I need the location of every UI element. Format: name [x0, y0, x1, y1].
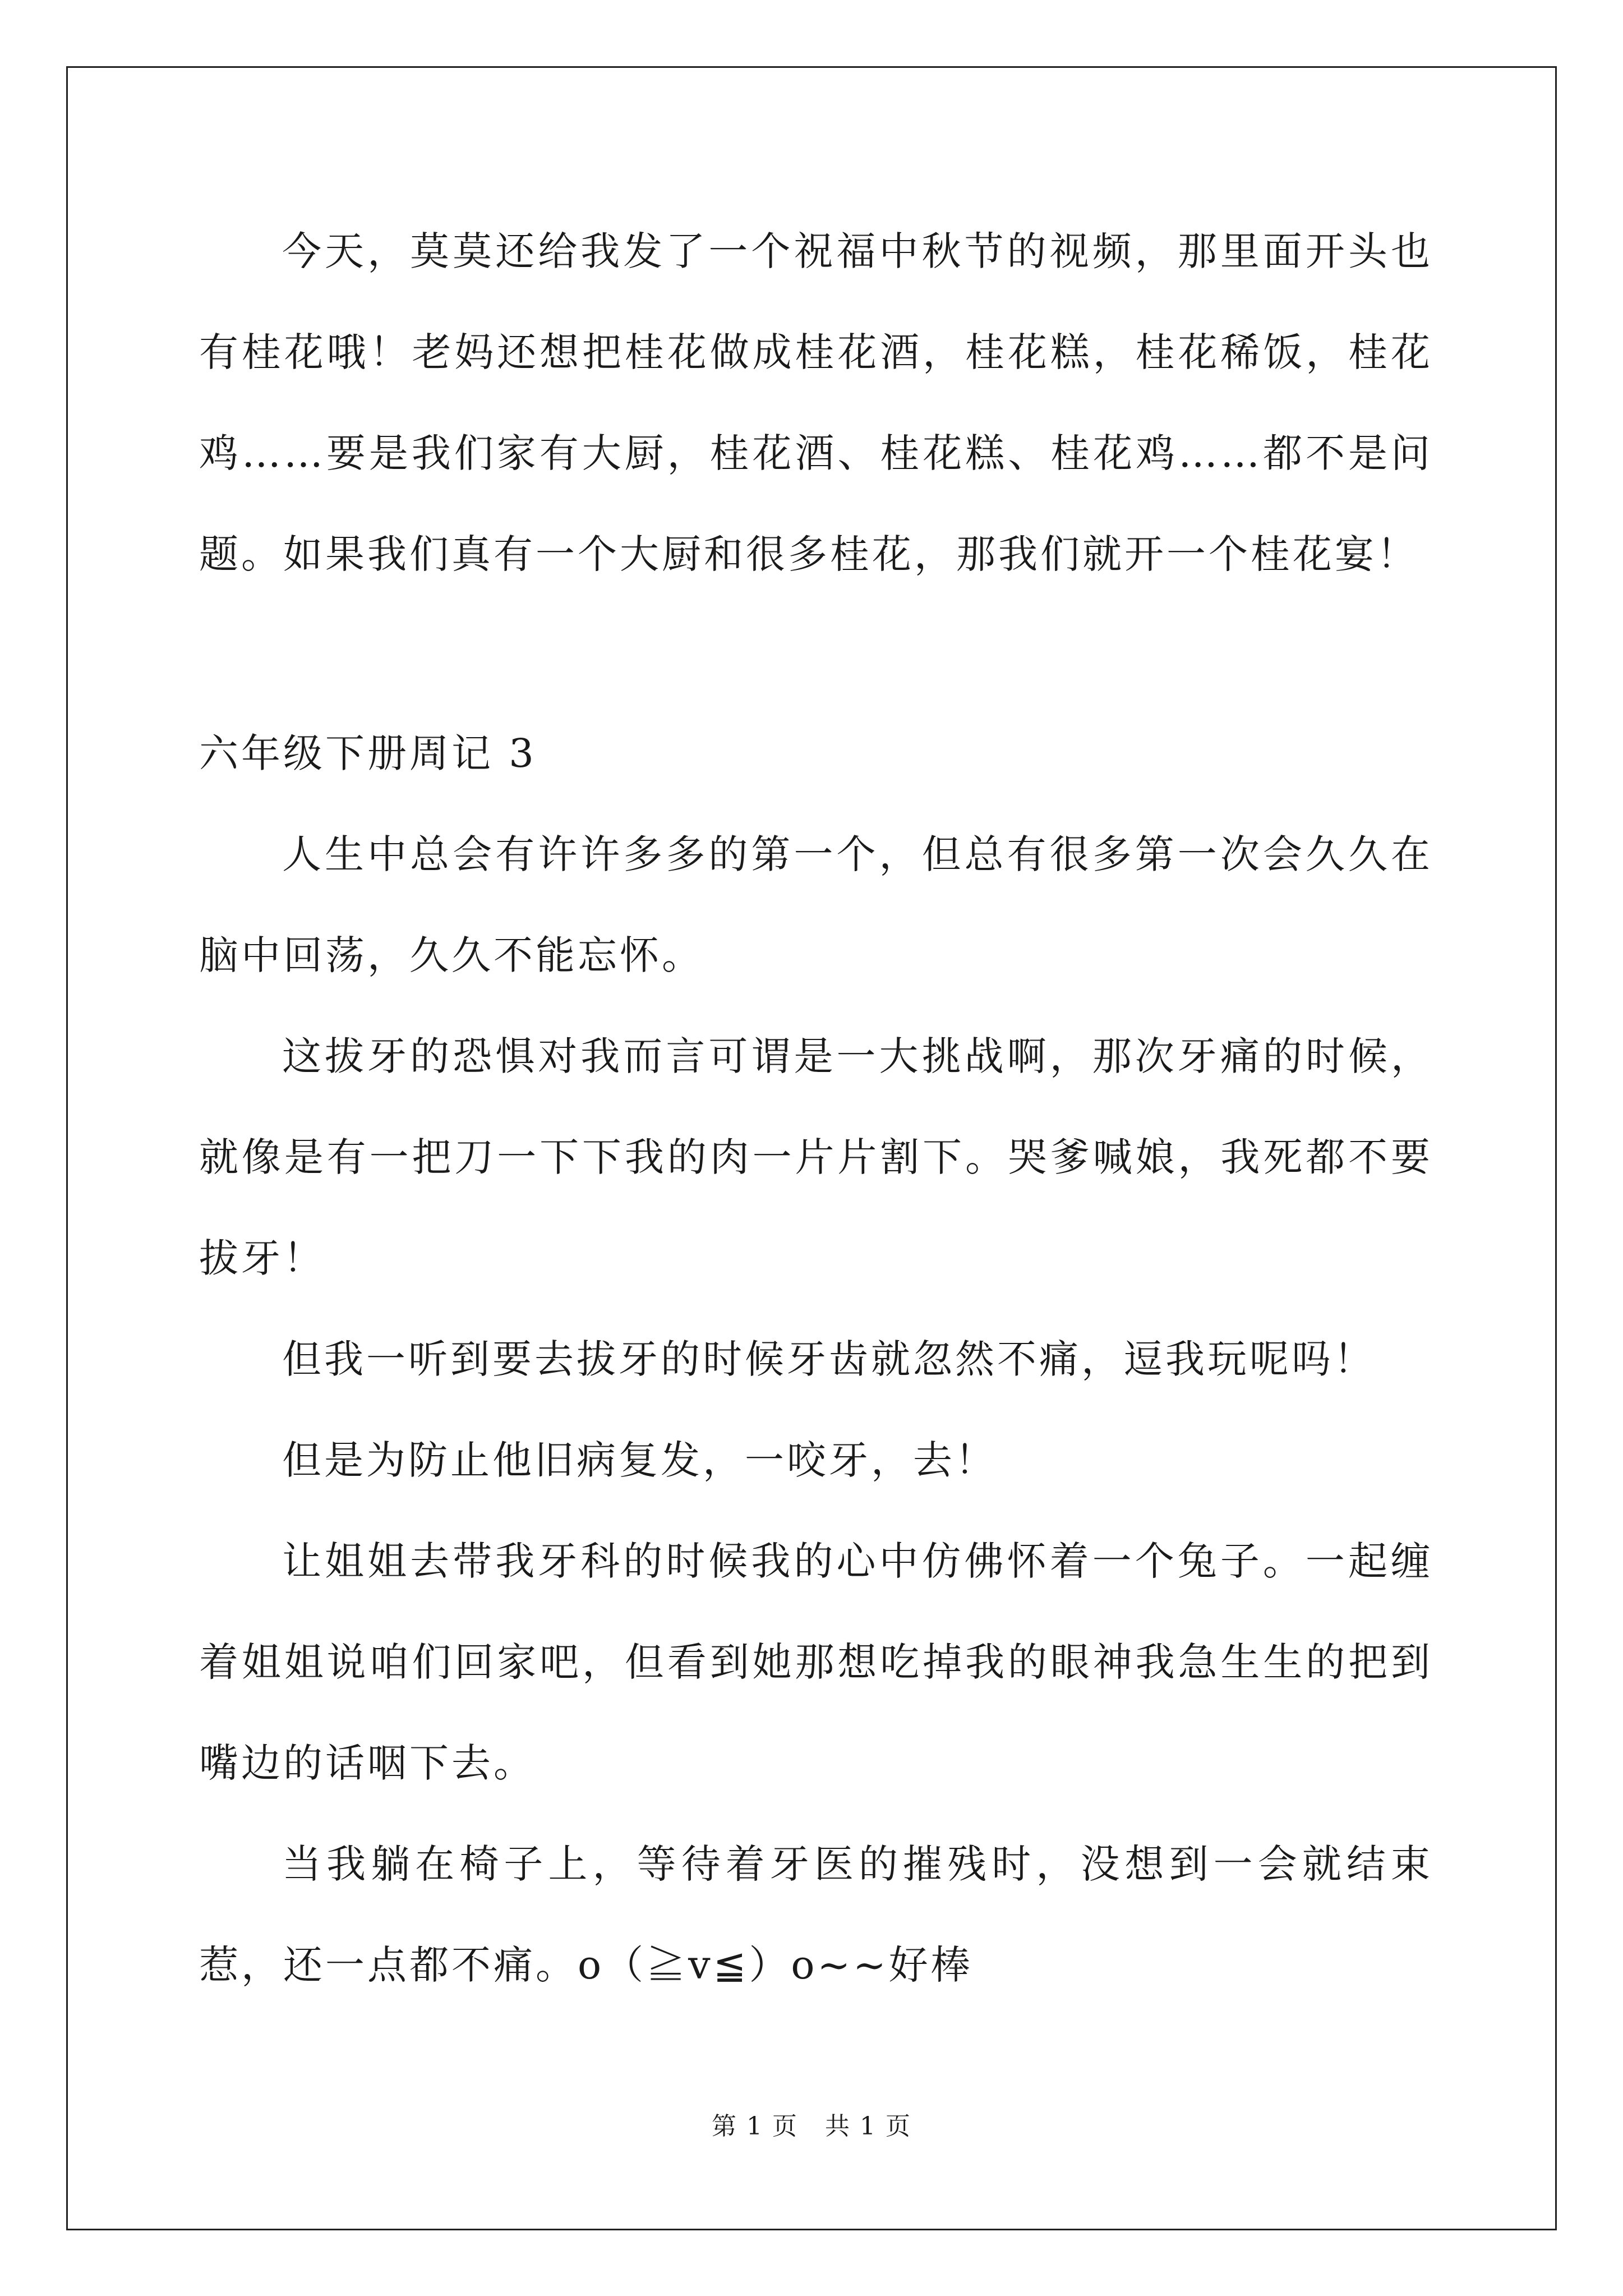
- section-spacer: [199, 605, 1433, 703]
- paragraph-decision: 但是为防止他旧病复发，一咬牙，去！: [282, 1437, 997, 1483]
- paragraph-first-time: 人生中总会有许许多多的第一个，但总有很多第一次会久久在脑中回荡，久久不能忘怀。: [199, 831, 1433, 978]
- section-heading: 六年级下册周记 3: [199, 730, 537, 776]
- paragraph-ending: 当我躺在椅子上，等待着牙医的摧残时，没想到一会就结束惹，还一点都不痛。o（≧v≦）o~~好棒: [199, 1841, 1433, 1988]
- page-footer: [0, 2106, 1623, 2142]
- page-number: 第 1 页: [712, 2112, 799, 2141]
- document-body: [199, 201, 1433, 2016]
- paragraph-sister: 让姐姐去带我牙科的时候我的心中仿佛怀着一个兔子。一起缠着姐姐说咱们回家吧，但看到她那想吃掉我的眼神我急生生的把到嘴边的话咽下去。: [199, 1538, 1433, 1786]
- paragraph-osmanthus: 今天，莫莫还给我发了一个祝福中秋节的视频，那里面开头也有桂花哦！老妈还想把桂花做成桂花酒，桂花糕，桂花稀饭，桂花鸡……要是我们家有大厨，桂花酒、桂花糕、桂花鸡……都不是问题。如果我们真有一个大厨和很多桂花，那我们就开一个桂花宴！: [199, 228, 1433, 577]
- paragraph-fear: 这拔牙的恐惧对我而言可谓是一大挑战啊，那次牙痛的时候，就像是有一把刀一下下我的肉一片片割下。哭爹喊娘，我死都不要拔牙！: [199, 1033, 1433, 1281]
- page-total: 共 1 页: [824, 2112, 911, 2141]
- paragraph-no-pain: 但我一听到要去拔牙的时候牙齿就忽然不痛，逗我玩呢吗！: [282, 1336, 1376, 1382]
